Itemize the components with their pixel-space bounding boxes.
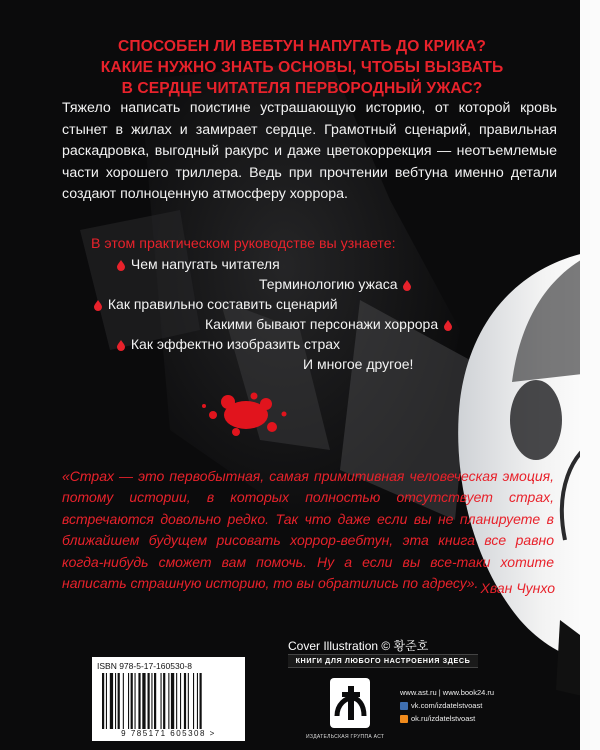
publisher-caption: ИЗДАТЕЛЬСКАЯ ГРУППА АСТ <box>306 734 385 740</box>
guide-item <box>92 296 338 312</box>
blood-drop-icon <box>401 279 413 291</box>
vk-icon <box>400 702 408 710</box>
quote-author: Хван Чунхо <box>480 580 555 596</box>
vk-link-row[interactable] <box>400 699 494 712</box>
blood-drop-icon <box>115 339 127 351</box>
author-quote: «Страх — это первобытная, самая примитивная человеческая эмоция, потому истории, в которых полностью отсутствует страх, встречаются довольно редко. Так что даже если вы не планируете в ближайшем будущем рисовать хоррор-вебтун, эта книга все равно когда-нибудь сможет вам помочь. Ну а если вы все-таки хотите написать страшную историю, то вы обратились по адресу». <box>62 468 554 592</box>
ok-icon <box>400 715 408 723</box>
publisher-links <box>400 686 494 725</box>
intro-paragraph: Тяжело написать поистине устрашающую историю, от которой кровь стынет в жилах и замирает сердце. Грамотный сценарий, правильная раскадровка, выгодный ракурс и даже цветокоррекция — неотъемлемые части хорошего триллера. Ведь при прочтении вебтуна именно детали создают полноценную атмосферу хоррора. <box>62 100 557 203</box>
guide-item-label: Чем напугать читателя <box>130 256 280 272</box>
guide-item <box>205 316 454 332</box>
guide-item <box>259 276 413 292</box>
headline-line-2: КАКИЕ НУЖНО ЗНАТЬ ОСНОВЫ, ЧТОБЫ ВЫЗВАТЬ <box>100 59 504 76</box>
isbn-label: ISBN 978-5-17-160530-8 <box>97 661 192 671</box>
barcode-icon <box>102 673 235 729</box>
page-edge <box>580 0 600 750</box>
ok-link-row[interactable] <box>400 712 494 725</box>
headline <box>52 36 552 99</box>
ast-logo-icon <box>328 676 372 734</box>
guide-item <box>115 256 280 272</box>
guide-item-label: И многое другое! <box>303 356 414 372</box>
guide-item <box>303 356 413 372</box>
blood-drop-icon <box>115 259 127 271</box>
guide-item-label: Терминологию ужаса <box>259 276 398 292</box>
barcode-digits: 9 785171 605308 > <box>121 729 216 738</box>
publisher-sites-link[interactable]: www.ast.ru | www.book24.ru <box>400 688 495 697</box>
vk-link[interactable]: vk.com/izdatelstvoast <box>411 701 483 710</box>
guide-item-label: Как эффектно изобразить страх <box>130 336 341 352</box>
cover-illustration-credit: Cover Illustration © 황준호 <box>288 639 429 653</box>
guide-item <box>115 336 340 352</box>
guide-title: В этом практическом руководстве вы узнаете: <box>91 236 396 252</box>
ok-link[interactable]: ok.ru/izdatelstvoast <box>411 714 476 723</box>
isbn-barcode-box <box>92 657 245 741</box>
blood-drop-icon <box>442 319 454 331</box>
guide-item-label: Какими бывают персонажи хоррора <box>205 316 439 332</box>
publisher-slogan: КНИГИ ДЛЯ ЛЮБОГО НАСТРОЕНИЯ ЗДЕСЬ <box>288 654 478 668</box>
ast-logo-svg <box>328 676 372 734</box>
headline-line-1: СПОСОБЕН ЛИ ВЕБТУН НАПУГАТЬ ДО КРИКА? <box>118 38 486 55</box>
blood-drop-icon <box>92 299 104 311</box>
headline-line-3: В СЕРДЦЕ ЧИТАТЕЛЯ ПЕРВОРОДНЫЙ УЖАС? <box>121 80 483 97</box>
guide-item-label: Как правильно составить сценарий <box>107 296 338 312</box>
